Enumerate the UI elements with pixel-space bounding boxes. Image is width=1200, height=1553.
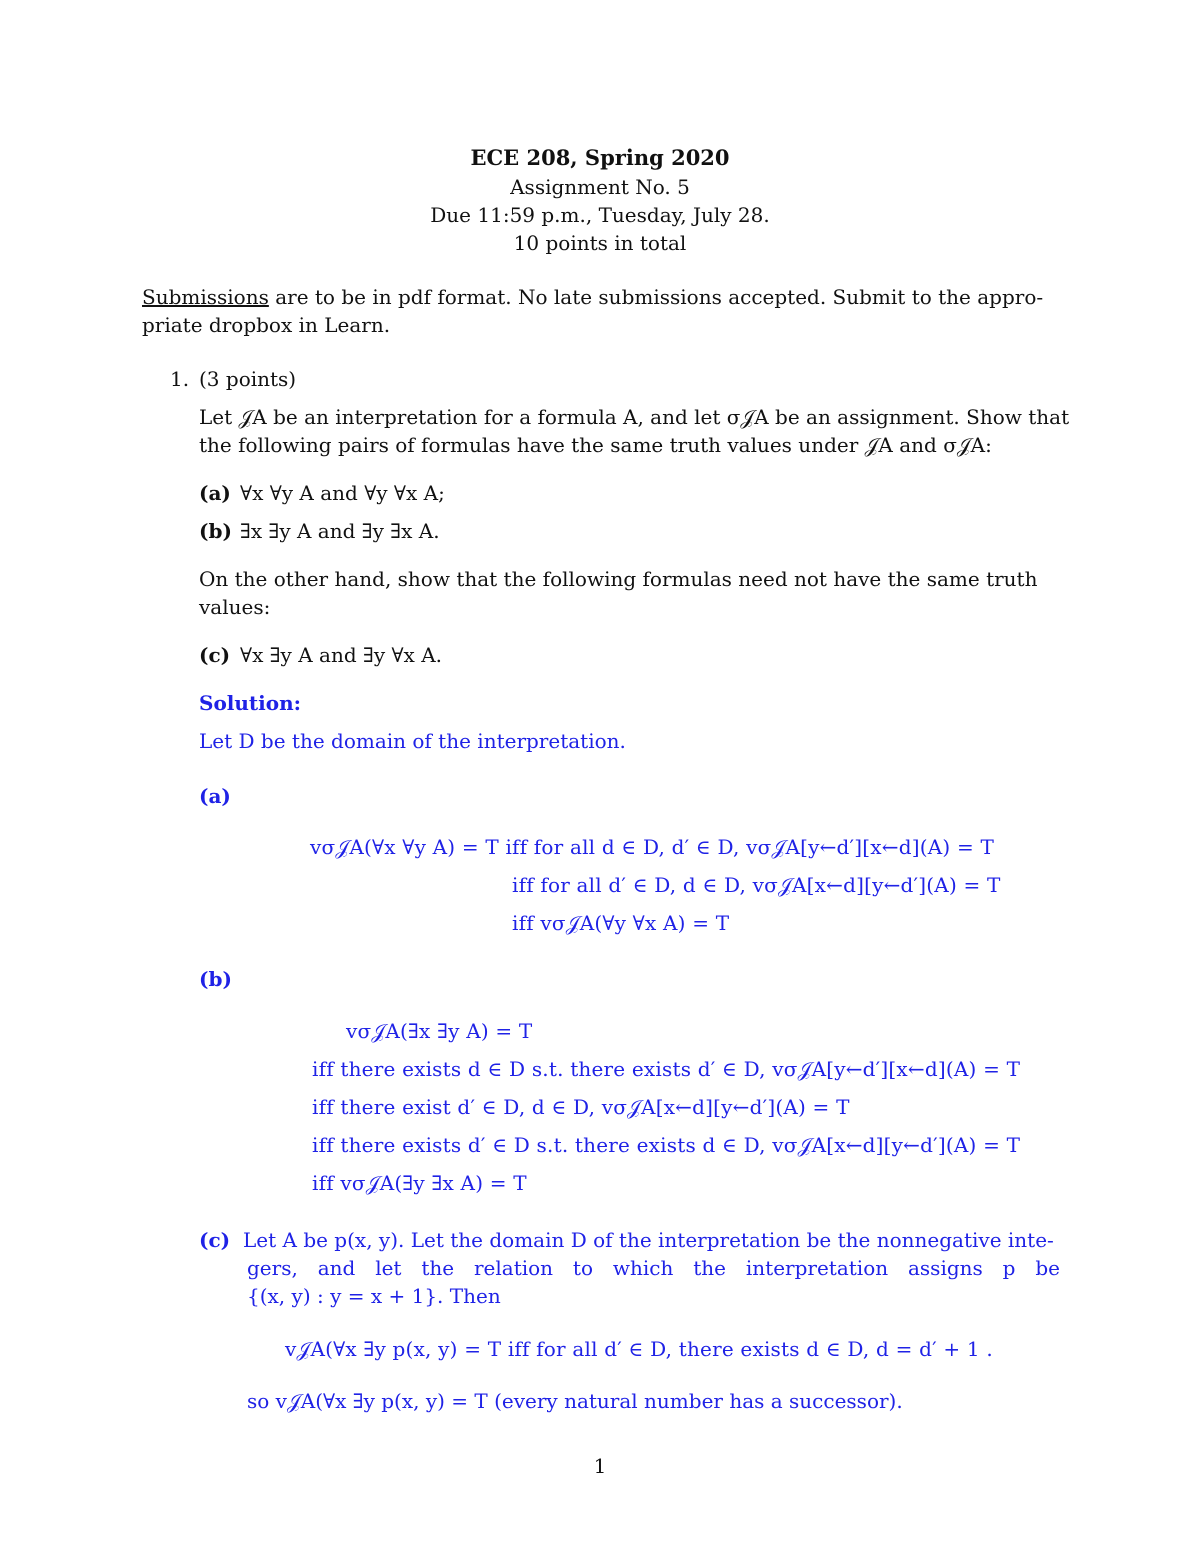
solution-b-equation-1: iff there exists d ∈ D s.t. there exists d′ ∈ D, vσ𝒥A[y←d′][x←d](A) = T	[312, 1057, 1021, 1081]
solution-heading: Solution:	[199, 691, 302, 715]
other-hand-line-2: values:	[199, 595, 271, 619]
total-points: 10 points in total	[513, 231, 687, 255]
solution-b-equation-0: vσ𝒥A(∃x ∃y A) = T	[346, 1019, 533, 1043]
solution-c-conclusion: so v𝒥A(∀x ∃y p(x, y) = T (every natural number has a successor).	[247, 1389, 903, 1413]
part-b-text: ∃x ∃y A and ∃y ∃x A.	[240, 519, 440, 543]
solution-c-line-1: Let A be p(x, y). Let the domain D of the interpretation be the nonnegative inte-	[243, 1228, 1054, 1252]
question-intro-line-1: Let 𝒥A be an interpretation for a formula A, and let σ𝒥A be an assignment. Show that	[199, 405, 1070, 429]
solution-domain-line: Let D be the domain of the interpretation.	[199, 729, 626, 753]
part-c-label: (c)	[199, 643, 231, 667]
instructions-line-2: priate dropbox in Learn.	[142, 313, 391, 337]
solution-c-line-3: {(x, y) : y = x + 1}. Then	[247, 1284, 501, 1308]
part-b-label: (b)	[199, 519, 232, 543]
solution-a-equation-3: iff vσ𝒥A(∀y ∀x A) = T	[512, 911, 730, 935]
solution-c-equation: v𝒥A(∀x ∃y p(x, y) = T iff for all d′ ∈ D, there exists d ∈ D, d = d′ + 1 .	[285, 1337, 993, 1361]
solution-b-equation-2: iff there exist d′ ∈ D, d ∈ D, vσ𝒥A[x←d][y←d′](A) = T	[312, 1095, 850, 1119]
solution-b-equation-4: iff vσ𝒥A(∃y ∃x A) = T	[312, 1171, 527, 1195]
solution-a-equation-1: vσ𝒥A(∀x ∀y A) = T iff for all d ∈ D, d′ ∈ D, vσ𝒥A[y←d′][x←d](A) = T	[310, 835, 995, 859]
due-date: Due 11:59 p.m., Tuesday, July 28.	[430, 203, 770, 227]
submissions-word: Submissions	[142, 285, 269, 309]
part-c-text: ∀x ∃y A and ∃y ∀x A.	[240, 643, 442, 667]
solution-a-label: (a)	[199, 784, 231, 808]
question-intro-line-2: the following pairs of formulas have the same truth values under 𝒥A and σ𝒥A:	[199, 433, 992, 457]
question-points: (3 points)	[199, 367, 297, 391]
assignment-number: Assignment No. 5	[510, 175, 690, 199]
solution-c-line-2: gers, and let the relation to which the interpretation assigns p be	[247, 1256, 1060, 1280]
part-a-text: ∀x ∀y A and ∀y ∀x A;	[240, 481, 445, 505]
part-a-label: (a)	[199, 481, 231, 505]
instructions-line-1	[142, 285, 1043, 309]
solution-b-equation-3: iff there exists d′ ∈ D s.t. there exists d ∈ D, vσ𝒥A[x←d][y←d′](A) = T	[312, 1133, 1021, 1157]
document-title: ECE 208, Spring 2020	[470, 145, 730, 170]
other-hand-line-1: On the other hand, show that the following formulas need not have the same truth	[199, 567, 1038, 591]
solution-b-label: (b)	[199, 967, 232, 991]
page-number: 1	[593, 1454, 607, 1478]
solution-c-label: (c)	[199, 1228, 231, 1252]
solution-a-equation-2: iff for all d′ ∈ D, d ∈ D, vσ𝒥A[x←d][y←d′](A) = T	[512, 873, 1001, 897]
question-number: 1.	[170, 367, 190, 391]
instructions-line-1-rest: are to be in pdf format. No late submissions accepted. Submit to the appro-	[268, 285, 1044, 309]
